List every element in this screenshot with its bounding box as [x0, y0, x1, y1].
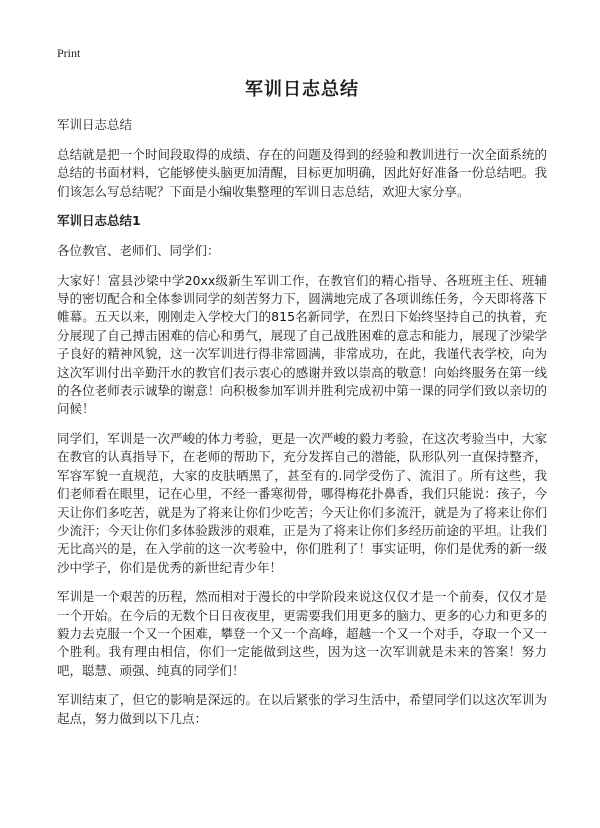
document-subtitle: 军训日志总结 — [57, 117, 133, 132]
intro-paragraph: 总结就是把一个时间段取得的成绩、存在的问题及得到的经验和教训进行一次全面系统的总结的书面材料，它能够使头脑更加清醒，目标更加明确，因此好好准备一份总结吧。我们该怎么写总结呢？下面是小编收集整理的军训日志总结，欢迎大家分享。 — [57, 147, 547, 199]
print-link[interactable]: Print — [57, 46, 81, 60]
section-heading: 军训日志总结1 — [57, 213, 141, 229]
body-paragraph-1: 大家好！富县沙梁中学20xx级新生军训工作，在教官们的精心指导、各班班主任、班辅导的密切配合和全体参训同学的刻苦努力下，圆满地完成了各项训练任务，今天即将落下帷幕。五天以来，刚刚走入学校大门的815名新同学，在烈日下始终坚持自己的执着，充分展现了自己搏击困难的信心和勇气，展现了自己战胜困难的意志和能力，展现了沙梁学子良好的精神风貌，这一次军训进行得非常圆满，非常成功，在此，我谨代表学校，向为这次军训付出辛勤汗水的教官们表示衷心的感谢并致以崇高的敬意！向始终服务在第一线的各位老师表示诚挚的谢意！向积极参加军训并胜利完成初中第一课的同学们致以亲切的问候！ — [57, 272, 547, 417]
page-title: 军训日志总结 — [245, 79, 359, 100]
body-paragraph-2: 同学们，军训是一次严峻的体力考验，更是一次严峻的毅力考验，在这次考验当中，大家在教官的认真指导下，在老师的帮助下，充分发挥自己的潜能，队形队列一直保持整齐，军容军貌一直规范，大家的皮肤晒黑了，甚至有的.同学受伤了、流泪了。所有这些，我们老师看在眼里，记在心里，不经一番寒彻骨，哪得梅花扑鼻香，我们只能说：孩子，今天让你们多吃苦，就是为了将来让你们少吃苦；今天让你们多流汗，就是为了将来让你们少流汗；今天让你们多体验跋涉的艰难，正是为了将来让你们多经历前途的平坦。让我们无比高兴的是，在入学前的这一次考验中，你们胜利了！事实证明，你们是优秀的新一级沙中学子，你们是优秀的新世纪青少年！ — [57, 430, 547, 575]
body-paragraph-4: 军训结束了，但它的影响是深远的。在以后紧张的学习生活中，希望同学们以这次军训为起点，努力做到以下几点： — [57, 692, 547, 726]
greeting-line: 各位教官、老师们、同学们： — [57, 243, 220, 259]
body-paragraph-3: 军训是一个艰苦的历程，然而相对于漫长的中学阶段来说这仅仅才是一个前奏，仅仅才是一个开始。在今后的无数个日日夜夜里，更需要我们用更多的脑力、更多的心力和更多的毅力去克服一个又一个困难，攀登一个又一个高峰，超越一个又一个对手，夺取一个又一个胜利。我有理由相信，你们一定能做到这些，因为这一次军训就是未来的答案！努力吧，聪慧、顽强、纯真的同学们！ — [57, 589, 547, 678]
document-body — [57, 78, 547, 739]
